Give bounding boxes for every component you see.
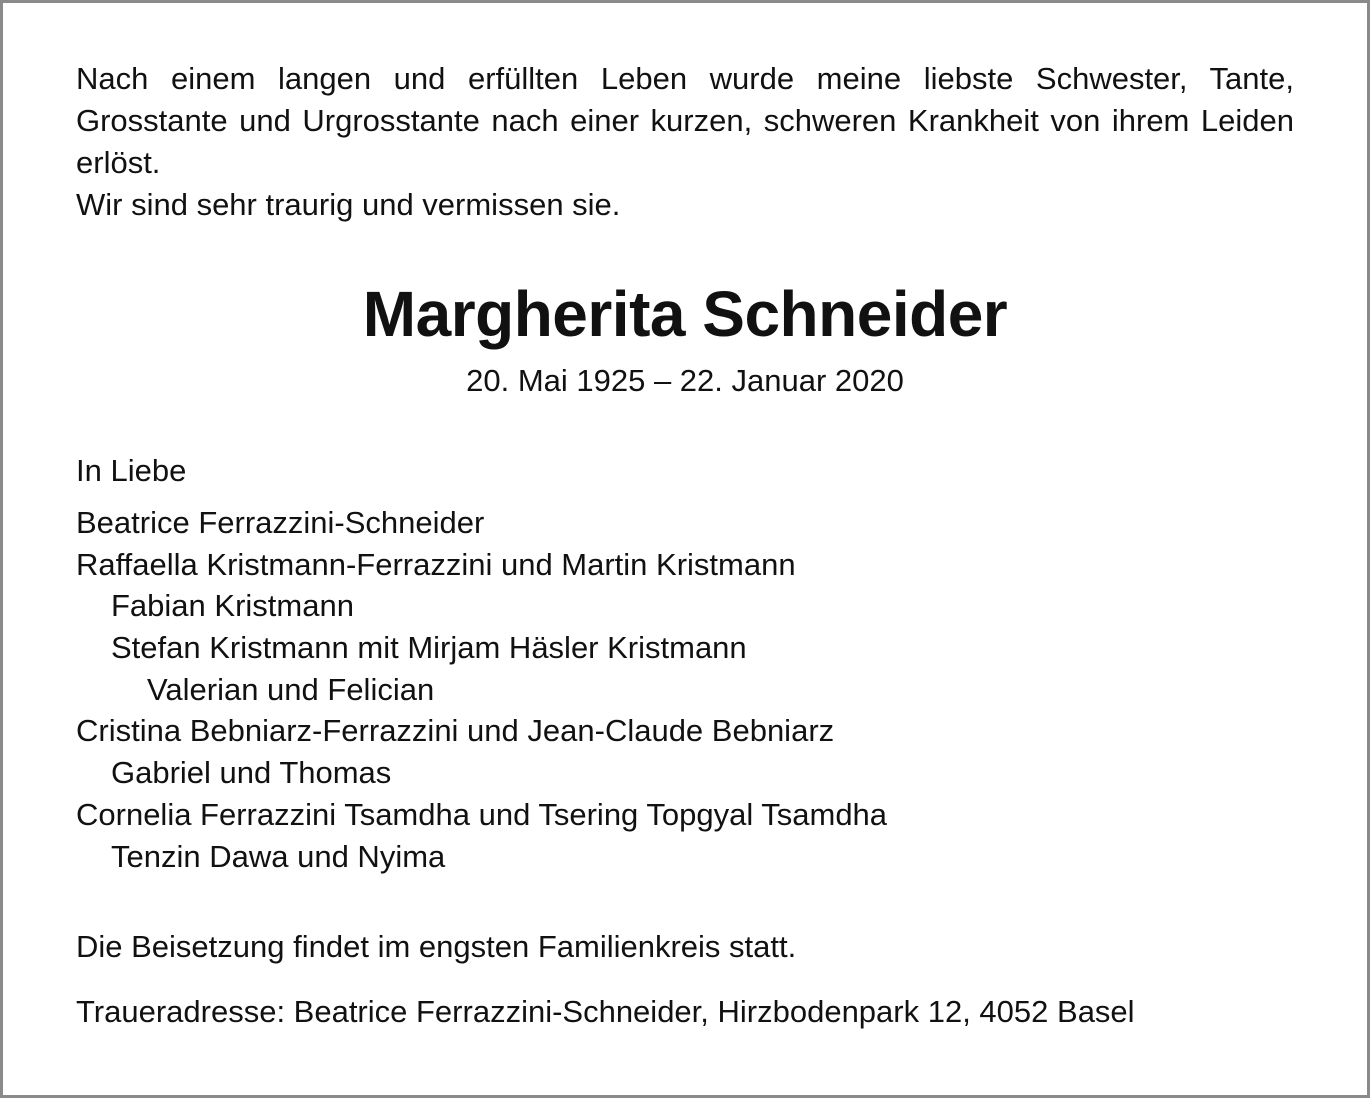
mourning-address: Traueradresse: Beatrice Ferrazzini-Schneider, Hirzbodenpark 12, 4052 Basel bbox=[76, 994, 1135, 1029]
mourner-entry: Cristina Bebniarz-Ferrazzini und Jean-Claude Bebniarz bbox=[76, 713, 835, 749]
mourners-list bbox=[76, 502, 1294, 877]
mourner-entry: Beatrice Ferrazzini-Schneider bbox=[76, 505, 485, 540]
intro-text bbox=[76, 58, 1294, 226]
closing-phrase: In Liebe bbox=[76, 453, 187, 488]
deceased-name: Margherita Schneider bbox=[362, 278, 1008, 350]
mourner-entry: Tenzin Dawa und Nyima bbox=[111, 838, 446, 874]
mourner-entry: Gabriel und Thomas bbox=[111, 755, 392, 791]
burial-note: Die Beisetzung findet im engsten Familienkreis statt. bbox=[76, 929, 797, 964]
intro-sentence: Wir sind sehr traurig und vermissen sie. bbox=[76, 187, 621, 222]
mourner-entry: Raffaella Kristmann-Ferrazzini und Martin Kristmann bbox=[76, 546, 796, 582]
mourner-entry: Fabian Kristmann bbox=[111, 588, 354, 624]
intro-paragraph: Nach einem langen und erfüllten Leben wurde meine liebste Schwester, Tante, Grosstante und Urgrosstante nach einer kurzen, schweren Krankheit von ihrem Leiden erlöst. bbox=[76, 61, 1294, 180]
life-dates: 20. Mai 1925 – 22. Januar 2020 bbox=[466, 363, 904, 398]
mourner-entry: Stefan Kristmann mit Mirjam Häsler Kristmann bbox=[111, 630, 747, 666]
mourner-entry: Cornelia Ferrazzini Tsamdha und Tsering Topgyal Tsamdha bbox=[76, 796, 888, 832]
mourner-entry: Valerian und Felician bbox=[147, 671, 435, 707]
